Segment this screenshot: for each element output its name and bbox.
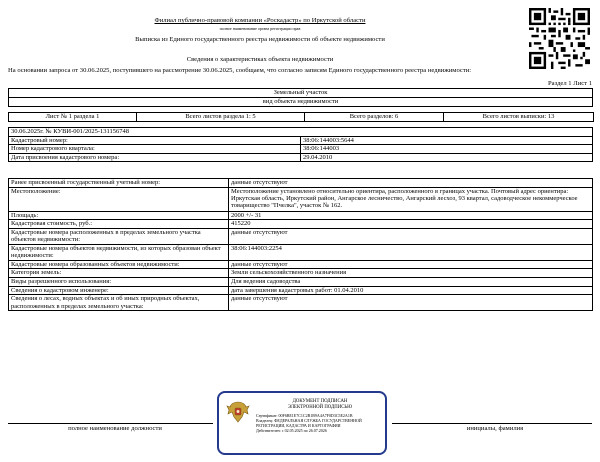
row-value: 29.04.2010 (301, 153, 593, 162)
row-label: Площадь: (9, 211, 229, 220)
row-value: Для ведения садоводства (229, 277, 593, 286)
row-label: Кадастровые номера расположенных в пределах земельного участка объектов недвижимости: (9, 228, 229, 244)
row-value: 38:06:144003:2254 (229, 244, 593, 260)
object-type-caption: вид объекта недвижимости (9, 98, 593, 107)
row-value: данные отсутствуют (229, 179, 593, 188)
total-sections: Всего разделов: 6 (305, 113, 444, 122)
stamp-line1: ДОКУМЕНТ ПОДПИСАН (292, 399, 348, 404)
row-value: Земли сельскохозяйственного назначения (229, 269, 593, 278)
top-rows-table (8, 127, 593, 162)
table-row (9, 244, 593, 260)
table-row (9, 228, 593, 244)
row-value: 415220 (229, 220, 593, 229)
stamp-cert: Сертификат: 00F6BE1E7C1C2B1B9A4A7F0D3C5E2A1B (256, 413, 353, 418)
table-row (9, 295, 593, 311)
row-value: 38:06:144003 (301, 145, 593, 154)
table-row (9, 220, 593, 229)
row-value: данные отсутствуют (229, 295, 593, 311)
row-value: 38:06:144003:5644 (301, 136, 593, 145)
object-type-table (8, 88, 593, 107)
footer-line-left (8, 423, 213, 424)
total-sheets-section: Всего листов раздела 1: 5 (137, 113, 305, 122)
row-value: данные отсутствуют (229, 228, 593, 244)
row-label: Кадастровый номер: (9, 136, 301, 145)
row-value: дата завершения кадастровых работ: 01.04.2010 (229, 286, 593, 295)
row-label: Номер кадастрового квартала: (9, 145, 301, 154)
row-label: Виды разрешенного использования: (9, 277, 229, 286)
row-value: 2000 +/- 31 (229, 211, 593, 220)
info-title: Сведения о характеристиках объекта недвижимости (186, 56, 334, 63)
object-type-value: Земельный участок (9, 89, 593, 98)
row-value: данные отсутствуют (229, 260, 593, 269)
extract-title: Выписка из Единого государственного реестра недвижимости об объекте недвижимости (135, 36, 385, 43)
row-value: Местоположение установлено относительно ориентира, расположенного в границах участка. Почтовый адрес ориентира: Иркутская область, Иркутский район, Ангарское лесничество, Ангарский лесхоз, 93 квартал, садоводческое некоммерческое товарищество "Пчелка", участок № 162. (229, 187, 593, 211)
doc-number: 30.06.2025г. № КУВИ-001/2025-131156748 (9, 128, 593, 137)
request-text: На основании запроса от 30.06.2025, поступившего на рассмотрение 30.06.2025, сообщаем, что согласно записям Единого государственного реестра недвижимости: (8, 67, 472, 74)
row-label: Ранее присвоенный государственный учетный номер: (9, 179, 229, 188)
row-label: Дата присвоения кадастрового номера: (9, 153, 301, 162)
table-row (9, 286, 593, 295)
row-label: Кадастровые номера объектов недвижимости, из которых образован объект недвижимости: (9, 244, 229, 260)
row-label: Кадастровая стоимость, руб.: (9, 220, 229, 229)
stamp-owner2: РЕГИСТРАЦИИ, КАДАСТРА И КАРТОГРАФИИ (256, 423, 341, 428)
stamp-valid: Действителен: с 02.05.2025 по 26.07.2026 (256, 428, 327, 433)
row-label: Сведения о кадастровом инженере: (9, 286, 229, 295)
table-row (9, 136, 593, 145)
main-table (8, 178, 593, 311)
section-label: Раздел 1 Лист 1 (548, 80, 592, 87)
sheets-table (8, 112, 594, 122)
row-label: Кадастровые номера образованных объектов недвижимости: (9, 260, 229, 269)
name-caption: инициалы, фамилия (466, 425, 524, 432)
stamp-owner: Владелец: ФЕДЕРАЛЬНАЯ СЛУЖБА ГОСУДАРСТВЕННОЙ (256, 418, 362, 423)
org-title: Филиал публично-правовой компании «Роскадастр» по Иркутской области (154, 17, 366, 24)
table-row (9, 211, 593, 220)
org-subtitle: полное наименование органа регистрации прав (219, 26, 301, 31)
row-label: Местоположение: (9, 187, 229, 211)
table-row (9, 179, 593, 188)
position-caption: полное наименование должности (68, 425, 162, 432)
total-sheets-extract: Всего листов выписки: 13 (444, 113, 594, 122)
stamp-line2: ЭЛЕКТРОННОЙ ПОДПИСЬЮ (287, 405, 353, 410)
signature-stamp (217, 391, 387, 455)
sheet-label: Лист № 1 раздела 1 (9, 113, 137, 122)
table-row (9, 153, 593, 162)
qr-code (529, 8, 590, 69)
row-label: Сведения о лесах, водных объектах и об иных природных объектах, расположенных в пределах земельного участка: (9, 295, 229, 311)
row-label: Категория земель: (9, 269, 229, 278)
footer-line-right (392, 423, 592, 424)
table-row (9, 187, 593, 211)
table-row (9, 260, 593, 269)
table-row (9, 269, 593, 278)
table-row (9, 277, 593, 286)
table-row (9, 145, 593, 154)
coat-of-arms-icon (225, 399, 251, 425)
